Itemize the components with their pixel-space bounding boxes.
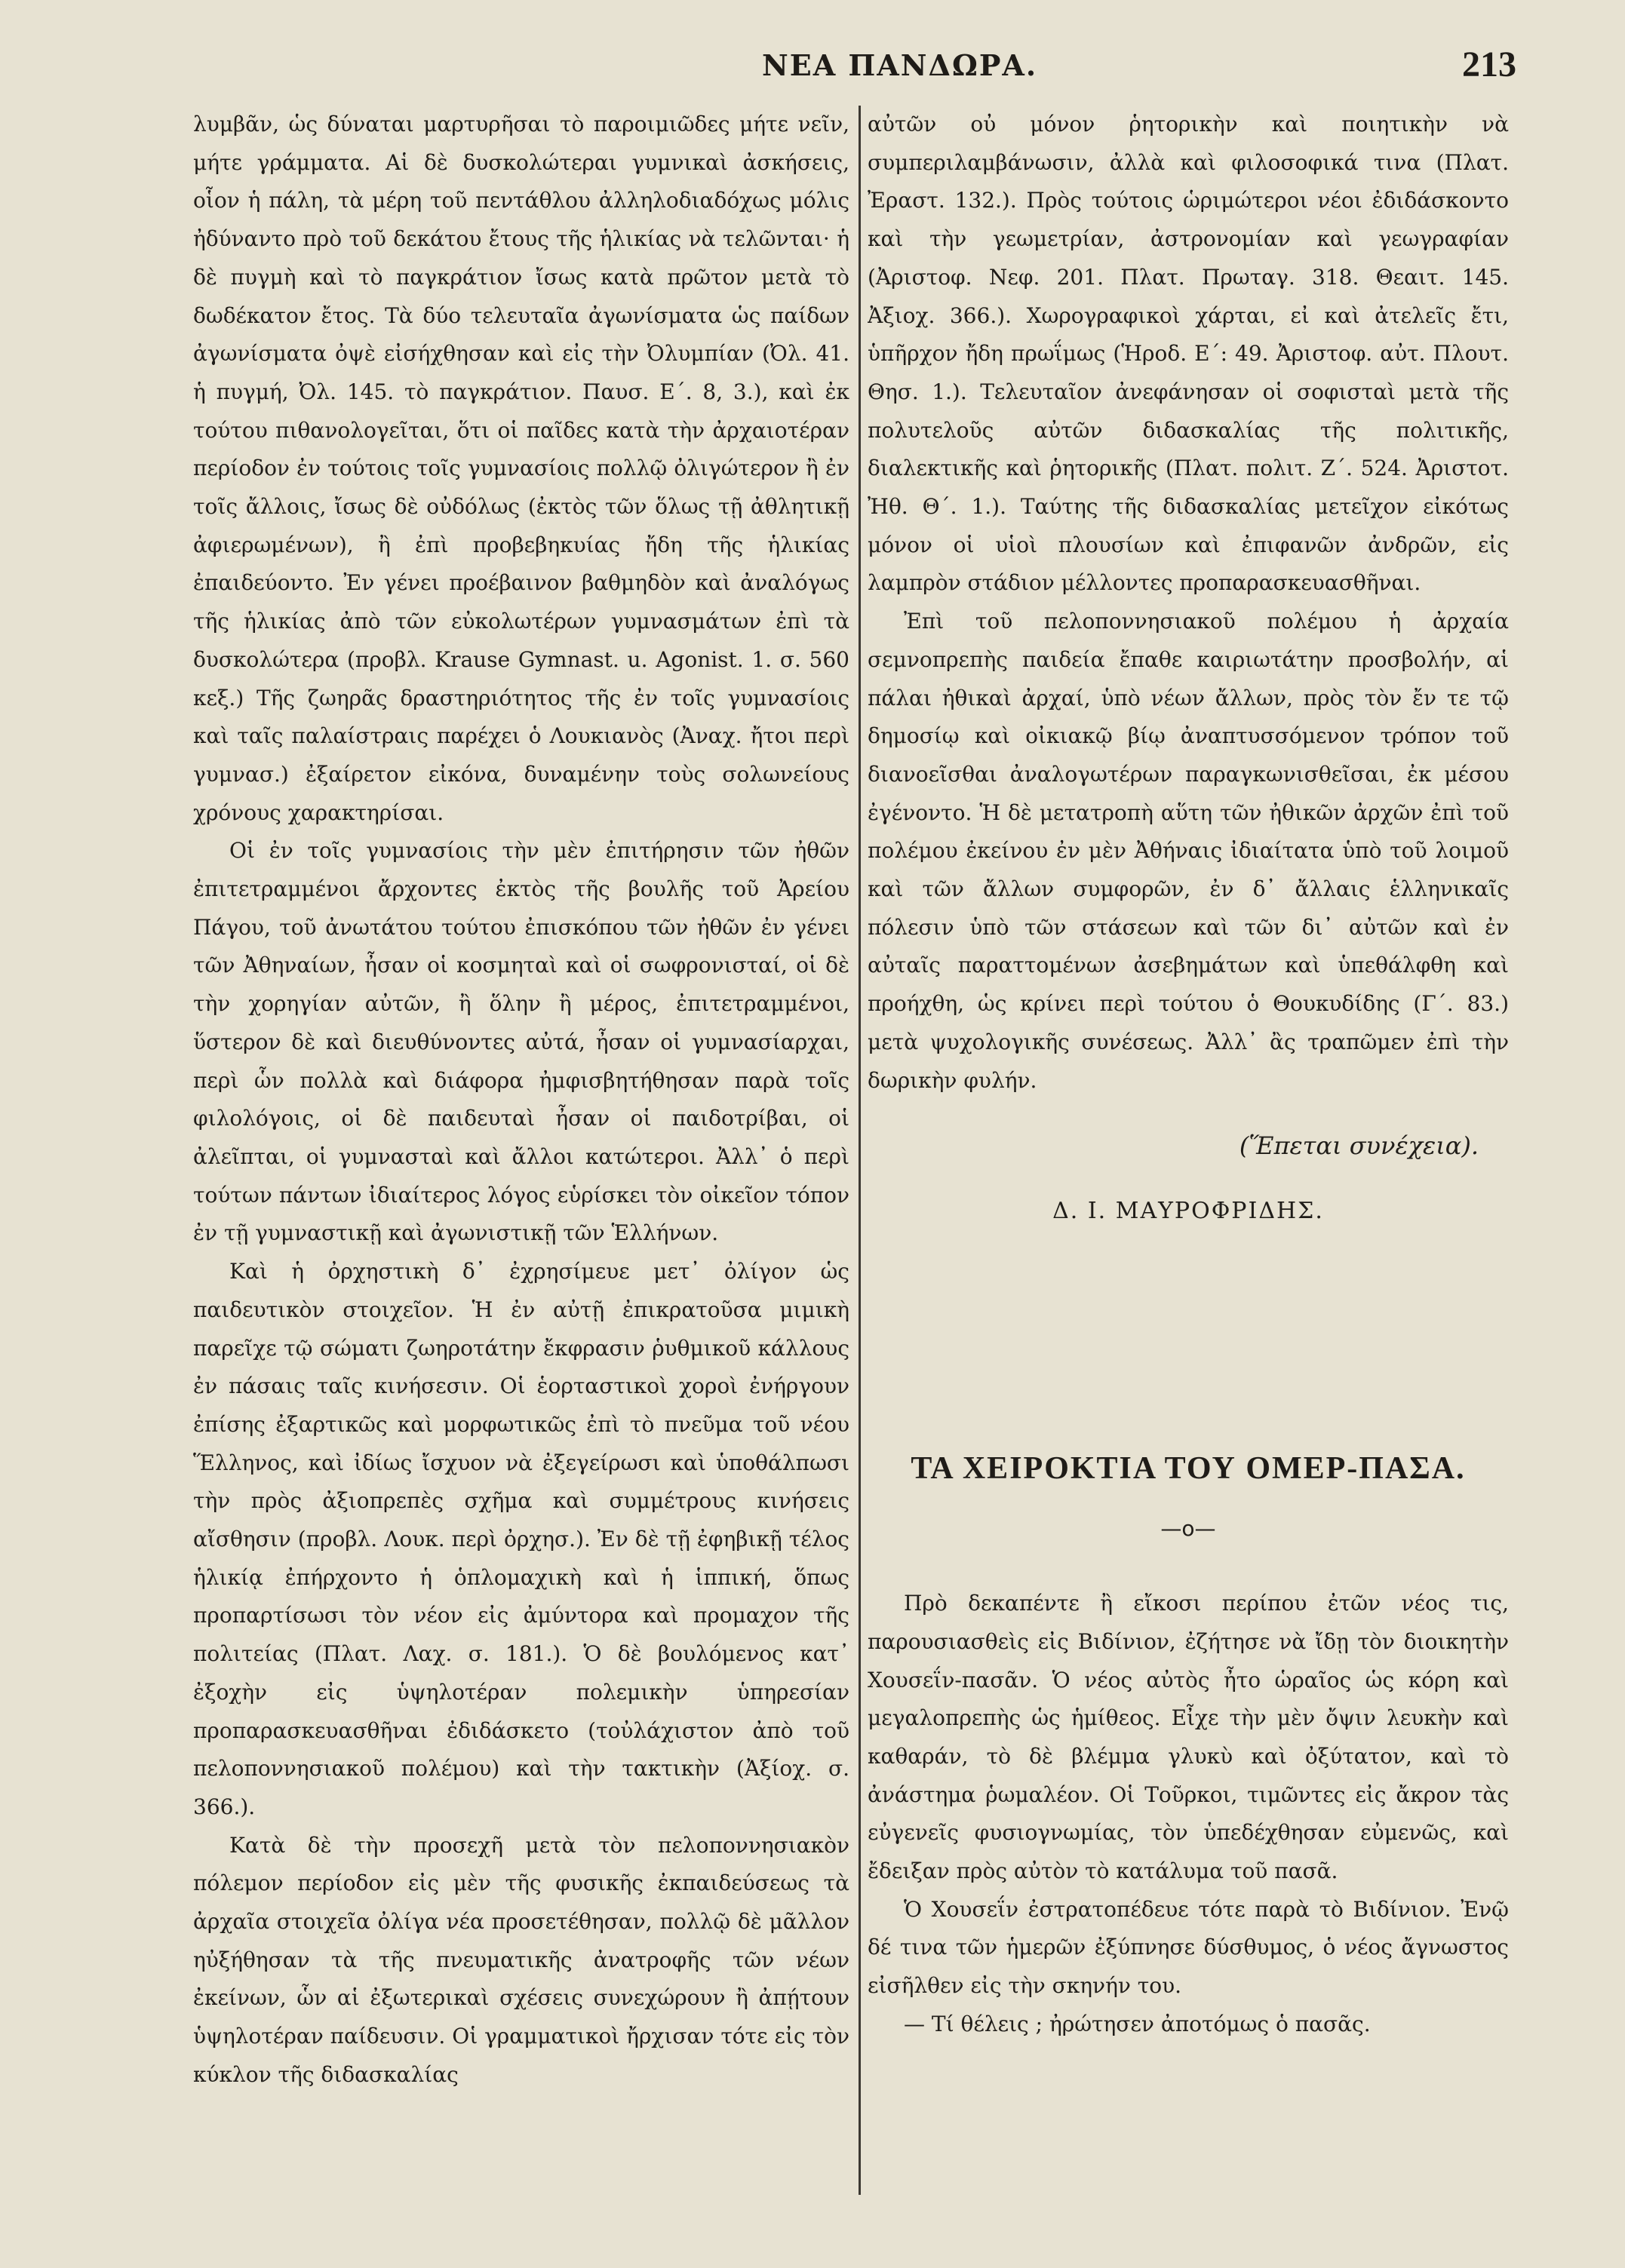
paragraph: Οἱ ἐν τοῖς γυμνασίοις τὴν μὲν ἐπιτήρησιν τῶν ἠθῶν ἐπιτετραμμένοι ἄρχοντες ἐκτὸς τῆς βουλῆς τοῦ Ἀρείου Πάγου, τοῦ ἀνωτάτου τούτου ἐπισκόπου τῶν ἠθῶν ἐν γένει τῶν Ἀθηναίων, ἦσαν οἱ κοσμηταὶ καὶ οἱ σωφρονισταί, οἱ δὲ τὴν χορηγίαν αὐτῶν, ἢ ὅλην ἢ μέρος, ἐπιτετραμμένοι, ὕστερον δὲ καὶ διευθύνοντες αὐτά, ἦσαν οἱ γυμνασίαρχαι, περὶ ὧν πολλὰ καὶ διάφορα ἠμφισβητήθησαν παρὰ τοῖς φιλολόγοις, οἱ δὲ παιδευταὶ ἦσαν οἱ παιδοτρίβαι, οἱ ἀλεῖπται, οἱ γυμνασταὶ καὶ ἄλλοι κατώτεροι. Ἀλλ᾽ ὁ περὶ τούτων πάντων ἰδιαίτερος λόγος εὑρίσκει τὸν οἰκεῖον τόπον ἐν τῇ γυμναστικῇ καὶ ἀγωνιστικῇ τῶν Ἑλλήνων. xyxy=(193,838,849,1246)
paragraph: — Τί θέλεις ; ἠρώτησεν ἀποτόμως ὁ πασᾶς. xyxy=(904,2011,1371,2036)
right-column xyxy=(868,106,1509,2233)
page-header xyxy=(189,44,1516,89)
paragraph: Ἐπὶ τοῦ πελοποννησιακοῦ πολέμου ἡ ἀρχαία σεμνοπρεπὴς παιδεία ἔπαθε καιριωτάτην προσβολήν, αἱ πάλαι ἠθικαὶ ἀρχαί, ὑπὸ νέων ἄλλων, πρὸς τὸν ἔν τε τῷ δημοσίῳ καὶ οἰκιακῷ βίῳ ἀναπτυσσόμενον τρόπον τοῦ διανοεῖσθαι ἀναλογωτέρων παραγκωνισθεῖσαι, ἐκ μέσου ἐγένοντο. Ἡ δὲ μετατροπὴ αὕτη τῶν ἠθικῶν ἀρχῶν ἐπὶ τοῦ πολέμου ἐκείνου ἐν μὲν Ἀθήναις ἰδιαίτατα ὑπὸ τοῦ λοιμοῦ καὶ τῶν ἄλλων συμφορῶν, ἐν δ᾽ ἄλλαις ἑλληνικαῖς πόλεσιν ὑπὸ τῶν στάσεων καὶ τῶν δι᾽ αὐτῶν καὶ ἐν αὐταῖς παραττομένων ἀσεβημάτων καὶ ὑπεθάλφθη καὶ προήχθη, ὡς κρίνει περὶ τούτου ὁ Θουκυδίδης (Γ΄. 83.) μετὰ ψυχολογικῆς συνέσεως. Ἀλλ᾽ ἂς τραπῶμεν ἐπὶ τὴν δωρικὴν φυλήν. xyxy=(868,609,1509,1093)
paragraph: Καὶ ἡ ὀρχηστικὴ δ᾽ ἐχρησίμευε μετ᾽ ὀλίγον ὡς παιδευτικὸν στοιχεῖον. Ἡ ἐν αὐτῇ ἐπικρατοῦσα μιμικὴ παρεῖχε τῷ σώματι ζωηροτάτην ἔκφρασιν ῥυθμικοῦ κάλλους ἐν πάσαις ταῖς κινήσεσιν. Οἱ ἑορταστικοὶ χοροὶ ἐνήργουν ἐπίσης ἐξαρτικῶς καὶ μορφωτικῶς ἐπὶ τὸ πνεῦμα τοῦ νέου Ἕλληνος, καὶ ἰδίως ἴσχυον νὰ ἐξεγείρωσι καὶ ὑποθάλπωσι τὴν πρὸς ἀξιοπρεπὲς σχῆμα καὶ συμμέτρους κινήσεις αἴσθησιν (προβλ. Λουκ. περὶ ὀρχησ.). Ἐν δὲ τῇ ἐφηβικῇ τέλος ἡλικίᾳ ἐπήρχοντο ἡ ὁπλομαχικὴ καὶ ἡ ἱππική, ὅπως προπαρτίσωσι τὸν νέον εἰς ἀμύντορα καὶ προμαχον τῆς πολιτείας (Πλατ. Λαχ. σ. 181.). Ὁ δὲ βουλόμενος κατ᾽ ἐξοχὴν εἰς ὑψηλοτέραν πολεμικὴν ὑπηρεσίαν προπαρασκευασθῆναι ἐδιδάσκετο (τοὐλάχιστον ἀπὸ τοῦ πελοποννησιακοῦ πολέμου) καὶ τὴν τακτικὴν (Ἀξίοχ. σ. 366.). xyxy=(193,1259,849,1819)
article-title: ΤΑ ΧΕΙΡΟΚΤΙΑ ΤΟΥ ΟΜΕΡ-ΠΑΣΑ. xyxy=(911,1450,1466,1486)
signature-block xyxy=(868,1127,1509,1230)
paragraph: Πρὸ δεκαπέντε ἢ εἴκοσι περίπου ἐτῶν νέος τις, παρουσιασθεὶς εἰς Βιδίνιον, ἐζήτησε νὰ ἴδῃ τὸν διοικητὴν Χουσεΐν-πασᾶν. Ὁ νέος αὐτὸς ἦτο ὡραῖος ὡς κόρη καὶ μεγαλοπρεπὴς ὡς ἡμίθεος. Εἶχε τὴν μὲν ὄψιν λευκὴν καὶ καθαράν, τὸ δὲ βλέμμα γλυκὺ καὶ ὀξύτατον, καὶ τὸ ἀνάστημα ῥωμαλέον. Οἱ Τοῦρκοι, τιμῶντες εἰς ἄκρον τὰς εὐγενεῖς φυσιογνωμίας, τὸν ὑπεδέχθησαν εὐμενῶς, καὶ ἔδειξαν πρὸς αὐτὸν τὸ κατάλυμα τοῦ πασᾶ. xyxy=(868,1591,1509,1884)
paragraph: λυμβᾶν, ὡς δύναται μαρτυρῆσαι τὸ παροιμιῶδες μήτε νεῖν, μήτε γράμματα. Αἱ δὲ δυσκολώτεραι γυμνικαὶ ἀσκήσεις, οἷον ἡ πάλη, τὰ μέρη τοῦ πεντάθλου ἀλληλοδιαδόχως μόλις ἠδύναντο πρὸ τοῦ δεκάτου ἔτους τῆς ἡλικίας νὰ τελῶνται· ἡ δὲ πυγμὴ καὶ τὸ παγκράτιον ἴσως κατὰ πρῶτον μετὰ τὸ δωδέκατον ἔτος. Τὰ δύο τελευταῖα ἀγωνίσματα ὡς παίδων ἀγωνίσματα ὀψὲ εἰσήχθησαν καὶ εἰς τὴν Ὀλυμπίαν (Ὀλ. 41. ἡ πυγμή, Ὀλ. 145. τὸ παγκράτιον. Παυσ. Ε΄. 8, 3.), καὶ ἐκ τούτου πιθανολογεῖται, ὅτι οἱ παῖδες κατὰ τὴν ἀρχαιοτέραν περίοδον ἐν τούτοις τοῖς γυμνασίοις πολλῷ ὀλιγώτερον ἢ ἐν τοῖς ἄλλοις, ἴσως δὲ οὐδόλως (ἐκτὸς τῶν ὅλως τῇ ἀθλητικῇ ἀφιερωμένων), ἢ ἐπὶ προβεβηκυίας ἤδη τῆς ἡλικίας ἐπαιδεύοντο. Ἐν γένει προέβαινον βαθμηδὸν καὶ ἀναλόγως τῆς ἡλικίας ἀπὸ τῶν εὐκολωτέρων γυμνασμάτων ἐπὶ τὰ δυσκολώτερα (προβλ. Krause Gymnast. u. Agonist. 1. σ. 560 κεξ.) Τῆς ζωηρᾶς δραστηριότητος τῆς ἐν τοῖς γυμνασίοις καὶ ταῖς παλαίστραις παρέχει ὁ Λουκιανὸς (Ἀναχ. ἤτοι περὶ γυμνασ.) ἐξαίρετον εἰκόνα, δυναμένην τοὺς σολωνείους χρόνους χαρακτηρίσαι. xyxy=(193,112,849,825)
left-column xyxy=(193,106,849,2233)
paragraph: αὐτῶν οὐ μόνον ῥητορικὴν καὶ ποιητικὴν νὰ συμπεριλαμβάνωσιν, ἀλλὰ καὶ φιλοσοφικά τινα (Πλατ. Ἐραστ. 132.). Πρὸς τούτοις ὡριμώτεροι νέοι ἐδιδάσκοντο καὶ τὴν γεωμετρίαν, ἀστρονομίαν καὶ γεωγραφίαν (Ἀριστοφ. Νεφ. 201. Πλατ. Πρωταγ. 318. Θεαιτ. 145. Ἀξιοχ. 366.). Χωρογραφικοὶ χάρται, εἰ καὶ ἀτελεῖς ἔτι, ὑπῆρχον ἤδη πρωΐμως (Ἡροδ. Ε΄: 49. Ἀριστοφ. αὐτ. Πλουτ. Θησ. 1.). Τελευταῖον ἀνεφάνησαν οἱ σοφισταὶ μετὰ τῆς πολυτελοῦς αὐτῶν διδασκαλίας τῆς πολιτικῆς, διαλεκτικῆς καὶ ῥητορικῆς (Πλατ. πολιτ. Ζ΄. 524. Ἀριστοτ. Ἠθ. Θ΄. 1.). Ταύτης τῆς διδασκαλίας μετεῖχον εἰκότως μόνον οἱ υἱοὶ πλουσίων καὶ ἐπιφανῶν ἀνδρῶν, εἰς λαμπρὸν στάδιον μέλλοντες προπαρασκευασθῆναι. xyxy=(868,112,1509,596)
title-ornament: —o— xyxy=(1160,1516,1216,1542)
running-title: ΝΕΑ ΠΑΝΔΩΡΑ. xyxy=(762,48,1038,82)
to-be-continued: (Ἕπεται συνέχεια). xyxy=(1239,1131,1479,1161)
paragraph: Κατὰ δὲ τὴν προσεχῆ μετὰ τὸν πελοποννησιακὸν πόλεμον περίοδον εἰς μὲν τῆς φυσικῆς ἐκπαιδεύσεως τὰ ἀρχαῖα στοιχεῖα ὀλίγα νέα προσετέθησαν, πολλῷ δὲ μᾶλλον ηὐξήθησαν τὰ τῆς πνευματικῆς ἀνατροφῆς τῶν νέων ἐκείνων, ὧν αἱ ἐξωτερικαὶ σχέσεις συνεχώρουν ἢ ἀπῄτουν ὑψηλοτέραν παίδευσιν. Οἱ γραμματικοὶ ἤρχισαν τότε εἰς τὸν κύκλον τῆς διδασκαλίας xyxy=(193,1832,849,2087)
section-spacer xyxy=(868,1231,1509,1450)
column-divider xyxy=(859,106,861,2195)
page-number: 213 xyxy=(1462,45,1516,84)
paragraph: Ὁ Χουσεΐν ἐστρατοπέδευε τότε παρὰ τὸ Βιδίνιον. Ἐνῷ δέ τινα τῶν ἡμερῶν ἐξύπνησε δύσθυμος, ὁ νέος ἄγνωστος εἰσῆλθεν εἰς τὴν σκηνήν του. xyxy=(868,1896,1509,1999)
author-signature: Δ. Ι. ΜΑΥΡΟΦΡΙΔΗΣ. xyxy=(1052,1197,1324,1224)
